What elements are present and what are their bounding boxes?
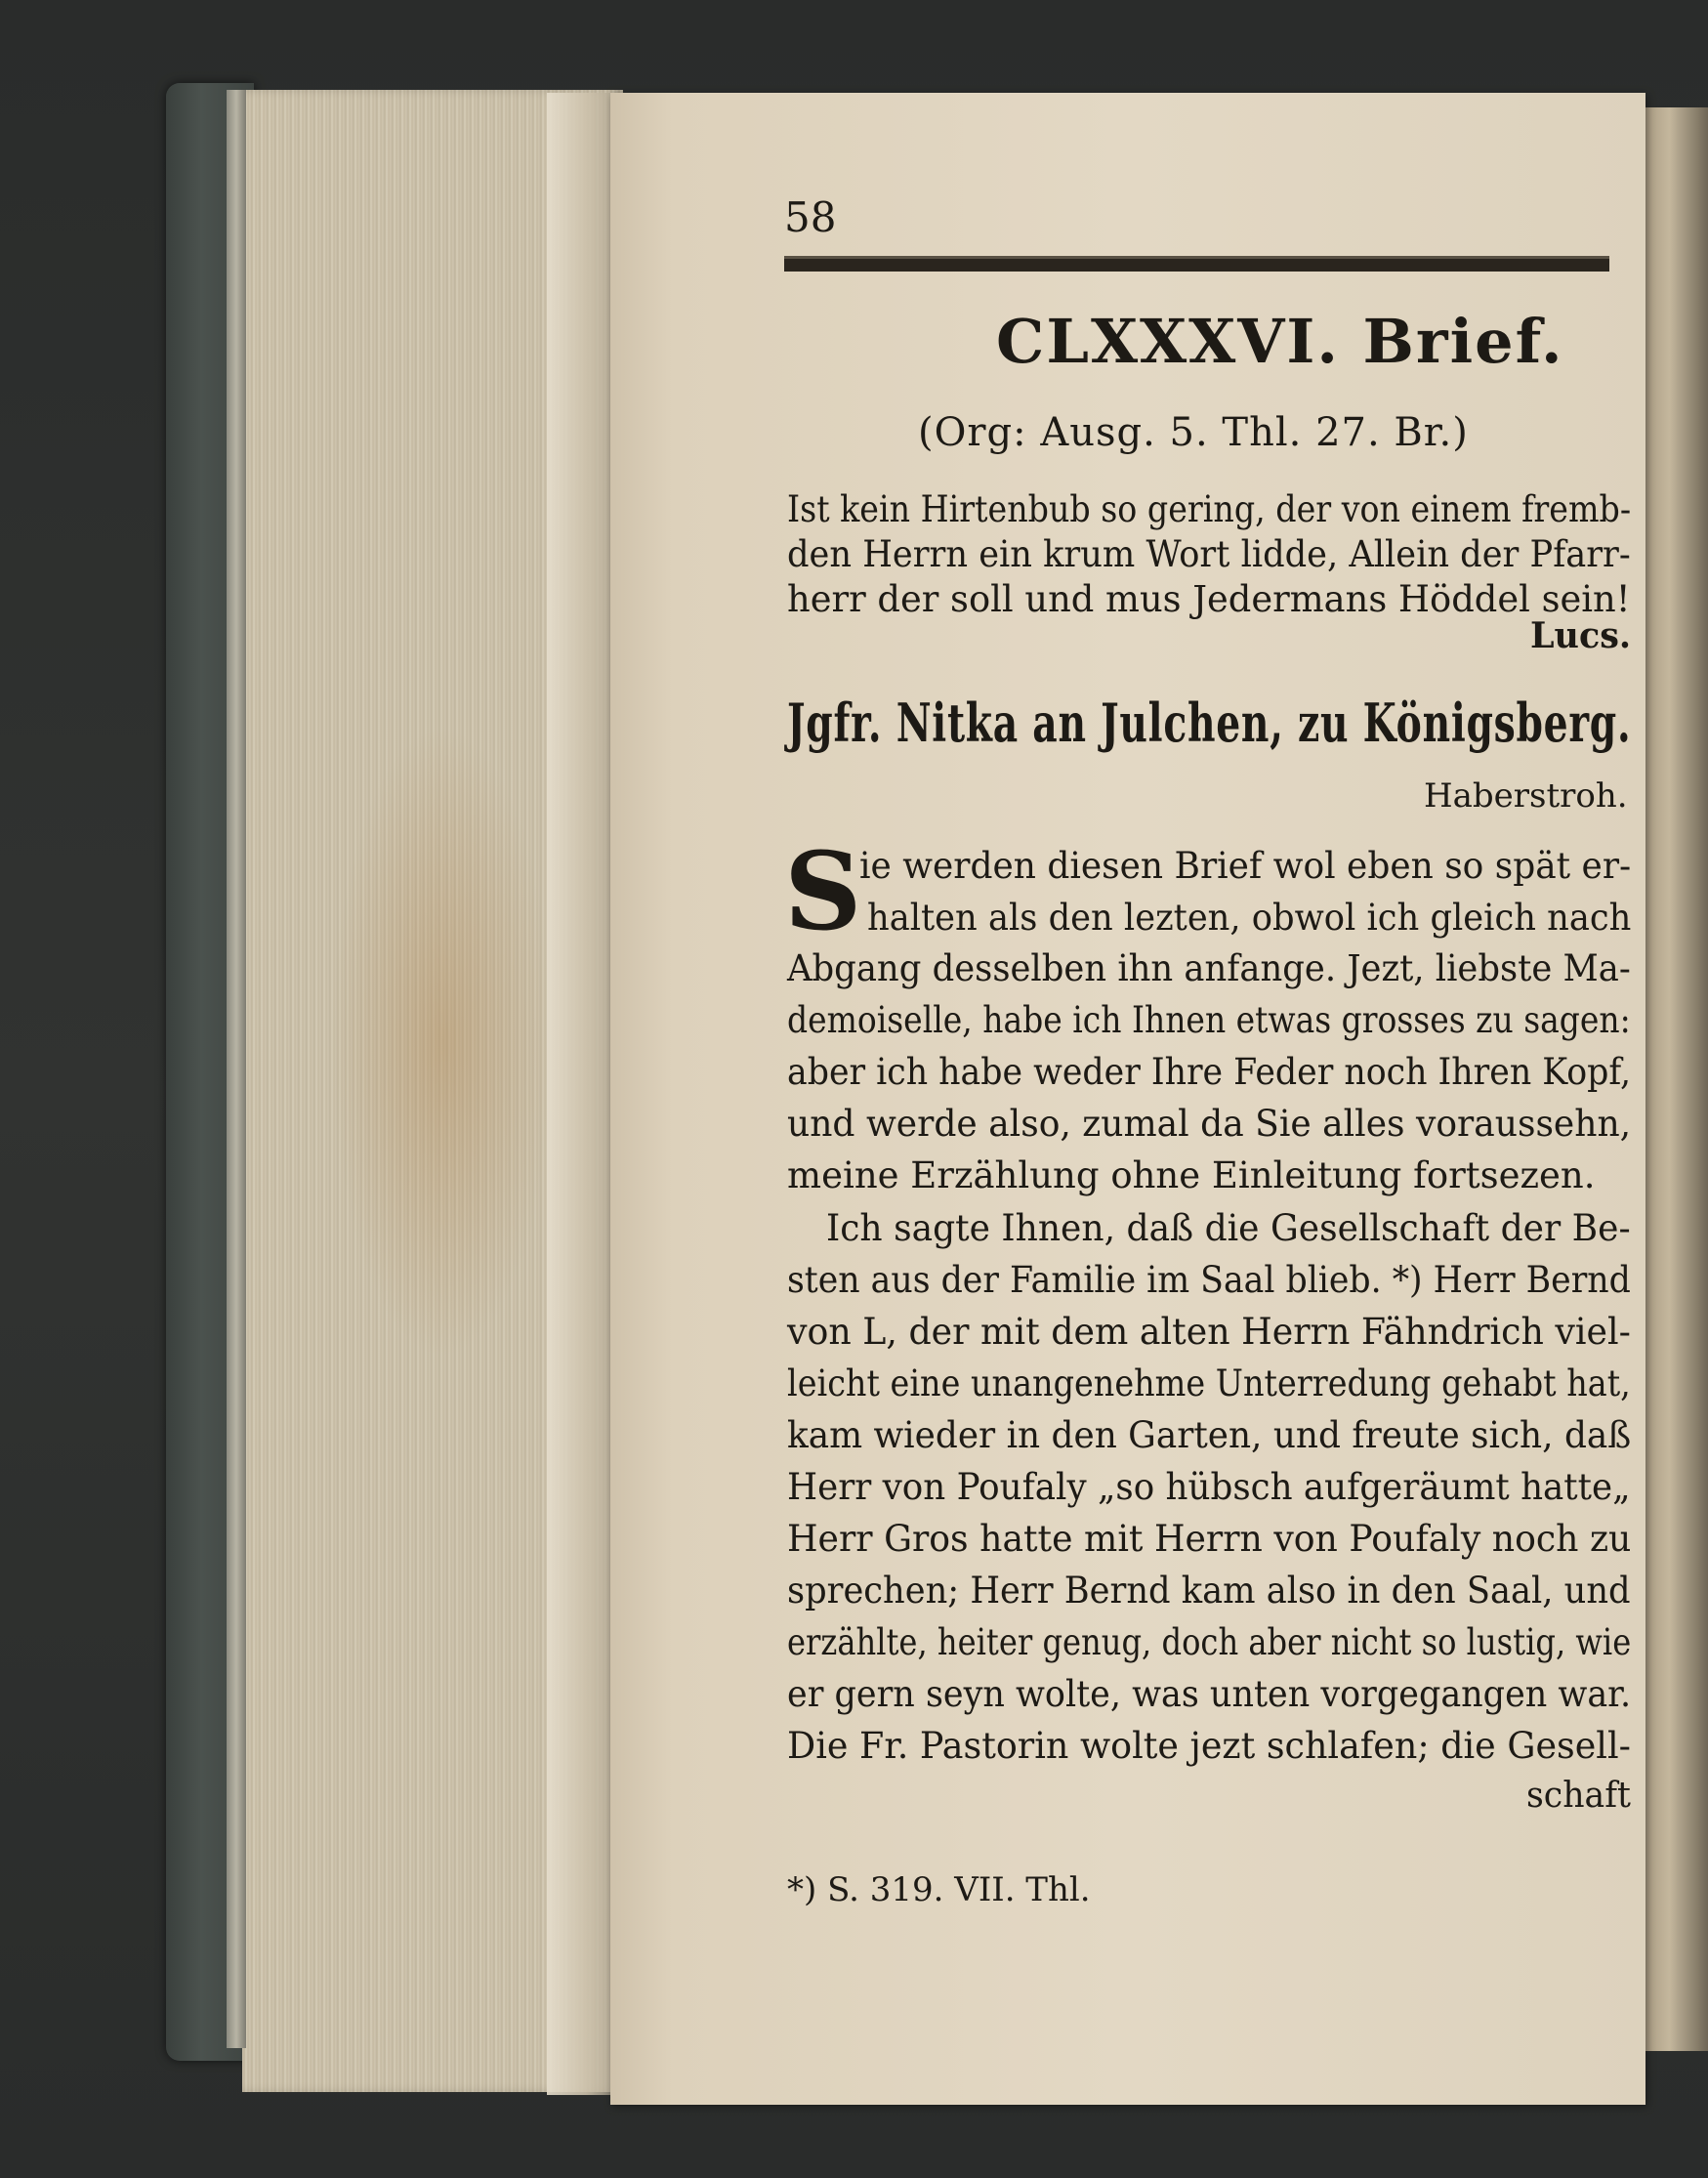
book-page <box>610 93 1646 2105</box>
body-line: erzählte, heiter genug, doch aber nicht so lustig, wie <box>787 1621 1632 1663</box>
water-stain <box>330 725 555 1360</box>
body-line: aber ich habe weder Ihre Feder noch Ihren Kopf, <box>787 1051 1632 1093</box>
body-line: und werde also, zumal da Sie alles voraussehn, <box>787 1103 1632 1145</box>
motto-line: herr der soll und mus Jedermans Höddel sein! <box>787 578 1631 620</box>
body-line: Herr von Poufaly „so hübsch aufgeräumt hatte„ <box>787 1466 1631 1508</box>
motto-author: Lucs. <box>1530 615 1632 656</box>
body-line: sprechen; Herr Bernd kam also in den Saal, und <box>787 1570 1631 1612</box>
body-line: ie werden diesen Brief wol eben so spät er- <box>859 845 1632 887</box>
motto-line: den Herrn ein krum Wort lidde, Allein der Pfarr- <box>787 533 1631 575</box>
drop-cap: S <box>784 828 862 954</box>
body-line: demoiselle, habe ich Ihnen etwas grosses zu sagen: <box>787 999 1631 1041</box>
letter-heading: CLXXXVI. Brief. <box>996 306 1564 377</box>
body-line: Abgang desselben ihn anfange. Jezt, liebste Ma- <box>787 947 1631 989</box>
body-line: von L, der mit dem alten Herrn Fähndrich viel- <box>787 1311 1631 1353</box>
cover-board-edge <box>227 90 246 2048</box>
body-line: meine Erzählung ohne Einleitung fortsezen. <box>787 1154 1596 1196</box>
body-line: sten aus der Familie im Saal blieb. *) Herr Bernd <box>787 1259 1631 1301</box>
page-number: 58 <box>784 193 837 241</box>
body-line: Ich sagte Ihnen, daß die Gesellschaft der Be- <box>826 1207 1631 1249</box>
body-line: Die Fr. Pastorin wolte jezt schlafen; die Gesell- <box>787 1725 1631 1767</box>
motto-line: Ist kein Hirtenbub so gering, der von einem fremb- <box>787 488 1632 530</box>
catchword: schaft <box>1526 1776 1631 1816</box>
body-line: kam wieder in den Garten, und freute sich, daß <box>787 1414 1632 1456</box>
next-page-edge <box>1644 107 1708 2051</box>
letter-subheading: (Org: Ausg. 5. Thl. 27. Br.) <box>918 410 1469 455</box>
body-line: er gern seyn wolte, was unten vorgegangen war. <box>787 1673 1632 1715</box>
footnote: *) S. 319. VII. Thl. <box>787 1870 1091 1909</box>
body-line: leicht eine unangenehme Unterredung gehabt hat, <box>787 1362 1631 1404</box>
header-rule <box>784 256 1609 272</box>
body-line: Herr Gros hatte mit Herrn von Poufaly noch zu <box>787 1518 1632 1560</box>
letter-place: Haberstroh. <box>1424 776 1628 816</box>
body-line: halten als den lezten, obwol ich gleich nach <box>867 897 1632 939</box>
letter-title: Jgfr. Nitka an Julchen, zu Königsberg. <box>787 691 1632 754</box>
